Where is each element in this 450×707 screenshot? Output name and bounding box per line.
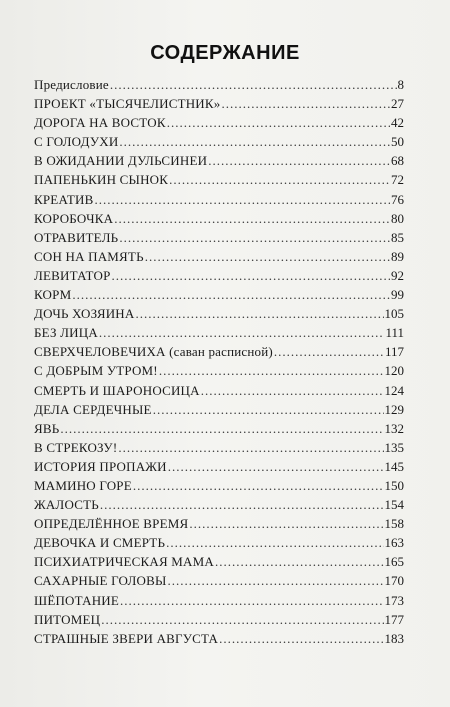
toc-entry — [34, 612, 404, 631]
toc-entry — [34, 77, 404, 96]
toc-entry-title: САХАРНЫЕ ГОЛОВЫ — [34, 573, 167, 589]
toc-entry — [34, 497, 404, 516]
toc-entry — [34, 593, 404, 612]
toc-entry-page-number: 132 — [384, 420, 404, 436]
toc-entry-title: КОРОБОЧКА — [34, 210, 114, 226]
toc-entry-title: ДОРОГА НА ВОСТОК — [34, 115, 166, 131]
toc-entry — [34, 287, 404, 306]
dot-leader — [99, 325, 385, 341]
toc-entry-title: СТРАШНЫЕ ЗВЕРИ АВГУСТА — [34, 630, 219, 646]
toc-entry-title: ОПРЕДЕЛЁННОЕ ВРЕМЯ — [34, 516, 189, 532]
toc-entry-page-number: 8 — [397, 77, 404, 92]
toc-entry-page-number: 89 — [391, 248, 404, 264]
toc-entry — [34, 554, 404, 573]
toc-entry-title: ДЕЛА СЕРДЕЧНЫЕ — [34, 401, 152, 417]
toc-entry — [34, 516, 404, 535]
toc-entry-page-number: 150 — [384, 477, 404, 493]
page-title: СОДЕРЖАНИЕ — [150, 42, 300, 64]
toc-entry-page-number: 173 — [384, 592, 404, 608]
dot-leader — [112, 268, 390, 284]
toc-entry — [34, 535, 404, 554]
dot-leader — [167, 115, 390, 131]
dot-leader — [119, 134, 390, 150]
toc-entry — [34, 631, 404, 650]
dot-leader — [201, 383, 384, 399]
toc-entry-title: ИСТОРИЯ ПРОПАЖИ — [34, 458, 167, 474]
toc-entry-page-number: 50 — [391, 134, 404, 150]
toc-entry-title: В СТРЕКОЗУ! — [34, 439, 118, 455]
toc-entry-title: Предисловие — [34, 77, 109, 92]
toc-entry-page-number: 105 — [384, 306, 404, 322]
toc-entry-page-number: 158 — [384, 516, 404, 532]
toc-entry-page-number: 145 — [384, 458, 404, 474]
toc-entry-page-number: 177 — [384, 611, 404, 627]
toc-entry-page-number: 117 — [384, 344, 404, 360]
toc-entry — [34, 363, 404, 382]
toc-entry-title: КОРМ — [34, 287, 72, 303]
dot-leader — [135, 306, 383, 322]
dot-leader — [274, 344, 384, 360]
toc-entry-page-number: 124 — [384, 382, 404, 398]
dot-leader — [145, 249, 390, 265]
toc-entry-title: ЛЕВИТАТОР — [34, 267, 111, 283]
toc-entry-page-number: 76 — [391, 191, 404, 207]
toc-entry — [34, 325, 404, 344]
toc-entry-page-number: 99 — [391, 287, 404, 303]
dot-leader — [208, 153, 390, 169]
toc-entry-page-number: 72 — [391, 172, 404, 188]
dot-leader — [101, 612, 383, 628]
toc-entry-title: ДЕВОЧКА И СМЕРТЬ — [34, 535, 166, 551]
toc-entry-page-number: 154 — [384, 497, 404, 513]
toc-entry — [34, 402, 404, 421]
toc-entry-page-number: 80 — [391, 210, 404, 226]
dot-leader — [60, 421, 383, 437]
toc-entry-page-number: 42 — [391, 115, 404, 131]
table-of-contents — [34, 77, 404, 650]
dot-leader — [215, 554, 384, 570]
toc-entry — [34, 211, 404, 230]
toc-entry — [34, 172, 404, 191]
dot-leader — [159, 363, 384, 379]
dot-leader — [168, 459, 384, 475]
toc-entry-title: ПСИХИАТРИЧЕСКАЯ МАМА — [34, 554, 214, 570]
toc-entry — [34, 306, 404, 325]
toc-entry — [34, 115, 404, 134]
toc-entry-page-number: 92 — [391, 267, 404, 283]
toc-entry-page-number: 165 — [384, 554, 404, 570]
toc-entry-page-number: 85 — [391, 229, 404, 245]
toc-entry — [34, 344, 404, 363]
toc-entry-title: СМЕРТЬ И ШАРОНОСИЦА — [34, 382, 200, 398]
toc-entry — [34, 96, 404, 115]
dot-leader — [110, 77, 397, 93]
dot-leader — [221, 96, 390, 112]
toc-entry-page-number: 111 — [385, 325, 404, 341]
dot-leader — [100, 497, 384, 513]
toc-entry-title: ПРОЕКТ «ТЫСЯЧЕЛИСТНИК» — [34, 96, 221, 112]
toc-entry — [34, 383, 404, 402]
toc-entry-title: ОТРАВИТЕЛЬ — [34, 229, 119, 245]
toc-entry-page-number: 135 — [384, 439, 404, 455]
toc-entry — [34, 268, 404, 287]
toc-entry-page-number: 163 — [384, 535, 404, 551]
toc-entry — [34, 153, 404, 172]
toc-entry-title: ПАПЕНЬКИН СЫНОК — [34, 172, 169, 188]
toc-entry-title: ЯВЬ — [34, 420, 60, 436]
toc-entry-page-number: 120 — [384, 363, 404, 379]
toc-entry-title: СОН НА ПАМЯТЬ — [34, 248, 144, 264]
toc-entry-title: МАМИНО ГОРЕ — [34, 477, 132, 493]
toc-entry — [34, 459, 404, 478]
toc-entry-page-number: 27 — [391, 96, 404, 112]
toc-entry-page-number: 183 — [384, 630, 404, 646]
dot-leader — [119, 230, 390, 246]
toc-entry — [34, 230, 404, 249]
toc-entry-title: БЕЗ ЛИЦА — [34, 325, 98, 341]
toc-entry-page-number: 170 — [384, 573, 404, 589]
toc-entry-title: С ДОБРЫМ УТРОМ! — [34, 363, 158, 379]
toc-entry-page-number: 129 — [384, 401, 404, 417]
toc-entry — [34, 192, 404, 211]
dot-leader — [166, 535, 383, 551]
toc-entry-title: ДОЧЬ ХОЗЯИНА — [34, 306, 135, 322]
toc-entry — [34, 134, 404, 153]
dot-leader — [120, 593, 383, 609]
toc-entry-title: ЖАЛОСТЬ — [34, 497, 99, 513]
toc-entry-title: КРЕАТИВ — [34, 191, 94, 207]
toc-entry — [34, 573, 404, 592]
toc-entry-title: В ОЖИДАНИИ ДУЛЬСИНЕИ — [34, 153, 208, 169]
dot-leader — [95, 192, 391, 208]
dot-leader — [219, 631, 383, 647]
dot-leader — [114, 211, 390, 227]
toc-entry-title: СВЕРХЧЕЛОВЕЧИХА (саван расписной) — [34, 344, 273, 360]
toc-entry-page-number: 68 — [391, 153, 404, 169]
toc-entry-title: С ГОЛОДУХИ — [34, 134, 119, 150]
dot-leader — [72, 287, 390, 303]
toc-entry — [34, 478, 404, 497]
dot-leader — [118, 440, 383, 456]
dot-leader — [153, 402, 384, 418]
dot-leader — [133, 478, 384, 494]
toc-entry — [34, 249, 404, 268]
dot-leader — [167, 573, 383, 589]
dot-leader — [169, 172, 390, 188]
toc-entry — [34, 421, 404, 440]
toc-entry — [34, 440, 404, 459]
toc-entry-title: ПИТОМЕЦ — [34, 611, 101, 627]
dot-leader — [189, 516, 383, 532]
toc-entry-title: ШЁПОТАНИЕ — [34, 592, 120, 608]
